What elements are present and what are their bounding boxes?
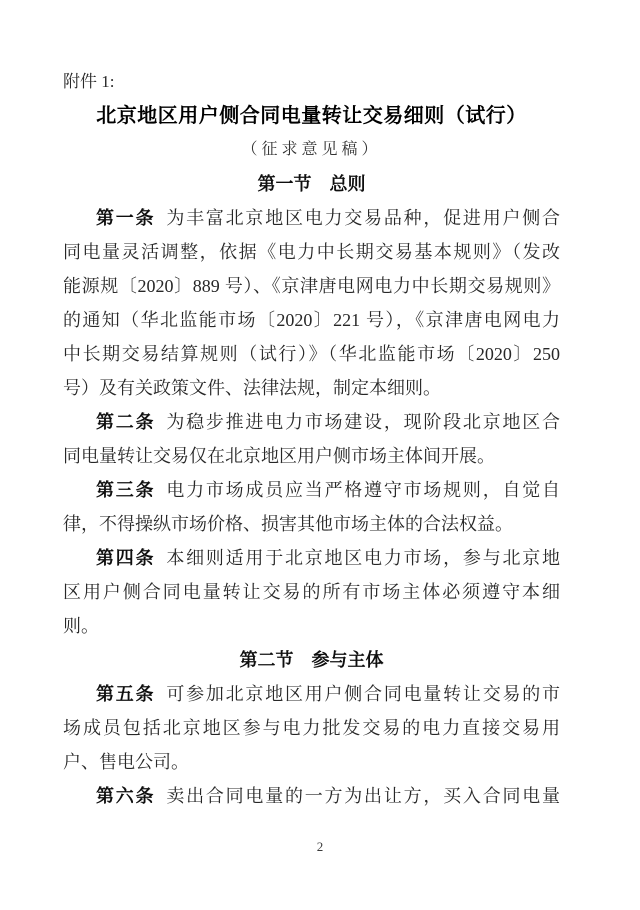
article-6-label: 第六条 (96, 786, 156, 806)
page-number: 2 (316, 839, 324, 854)
body-line (63, 677, 560, 711)
body-line-text: 电力市场成员应当严格遵守市场规则，自觉自 (166, 480, 561, 500)
section-heading-1: 第一节 总则 (257, 174, 366, 194)
article-6 (63, 779, 560, 813)
body-line-text: 为稳步推进电力市场建设，现阶段北京地区合 (166, 412, 561, 432)
body-line (63, 201, 560, 235)
body-line-text: 卖出合同电量的一方为出让方，买入合同电量 (166, 786, 561, 806)
article-1-label: 第一条 (96, 208, 156, 228)
body-line: 户、售电公司。 (63, 752, 189, 772)
article-2 (63, 405, 560, 473)
article-5-label: 第五条 (96, 684, 156, 704)
body-line: 场成员包括北京地区参与电力批发交易的电力直接交易用 (63, 718, 560, 738)
body-line: 号）及有关政策文件、法律法规，制定本细则。 (63, 378, 441, 398)
body-line-text: 可参加北京地区用户侧合同电量转让交易的市 (166, 684, 561, 704)
article-2-label: 第二条 (96, 412, 156, 432)
body-line: 同电量灵活调整，依据《电力中长期交易基本规则》（发改 (63, 242, 560, 262)
body-line: 同电量转让交易仅在北京地区用户侧市场主体间开展。 (63, 446, 495, 466)
body-line-text: 本细则适用于北京地区电力市场，参与北京地 (166, 548, 561, 568)
section-heading-2: 第二节 参与主体 (239, 650, 384, 670)
body-line (63, 779, 560, 813)
body-line (63, 541, 560, 575)
article-3 (63, 473, 560, 541)
article-3-label: 第三条 (96, 480, 156, 500)
body-line: 中长期交易结算规则（试行）》（华北监能市场〔2020〕250 (63, 344, 560, 364)
body-line: 则。 (63, 616, 99, 636)
document-subtitle: （征求意见稿） (241, 141, 382, 158)
attachment-label: 附件 1: (63, 72, 115, 91)
body-line (63, 473, 560, 507)
body-line (63, 405, 560, 439)
article-1 (63, 201, 560, 405)
document-content (63, 65, 560, 813)
article-5 (63, 677, 560, 779)
article-4-label: 第四条 (96, 548, 156, 568)
body-line: 律，不得操纵市场价格、损害其他市场主体的合法权益。 (63, 514, 513, 534)
body-line: 能源规〔2020〕889 号）、《京津唐电网电力中长期交易规则》 (63, 276, 560, 296)
article-4 (63, 541, 560, 643)
document-title: 北京地区用户侧合同电量转让交易细则（试行） (96, 105, 527, 127)
body-line: 的通知（华北监能市场〔2020〕221 号），《京津唐电网电力 (63, 310, 560, 330)
body-line-text: 为丰富北京地区电力交易品种，促进用户侧合 (166, 208, 561, 228)
body-line: 区用户侧合同电量转让交易的所有市场主体必须遵守本细 (63, 582, 560, 602)
